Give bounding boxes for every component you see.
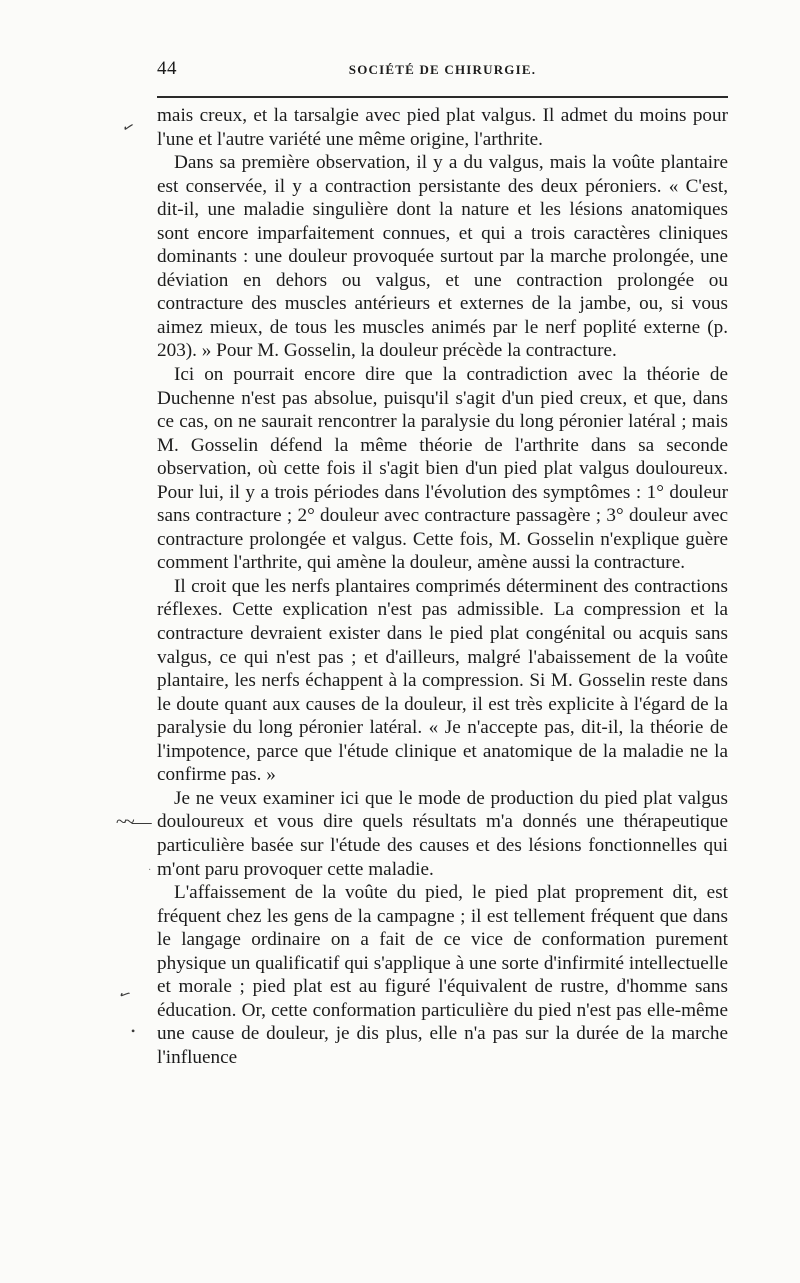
margin-dash-mark: ~~—	[116, 811, 149, 833]
margin-check-mark: ✓	[119, 119, 137, 138]
paragraph: mais creux, et la tarsalgie avec pied plat valgus. Il admet du moins pour l'une et l'autre variété une même origine, l'arthrite.	[157, 105, 728, 150]
page-header	[157, 58, 728, 86]
paragraph: L'affaissement de la voûte du pied, le pied plat proprement dit, est fréquent chez les gens de la campagne ; il est tellement fréquent que dans le langage ordinaire on a fait de ce vice de conformation purement physique un qualificatif qui s'applique à une sorte d'infirmité intellectuelle et morale ; pied plat est au figuré l'équivalent de rustre, d'homme sans éducation. Or, cette conformation particulière du pied n'est pas elle-même une cause de douleur, je dis plus, elle n'a pas sur la durée de la marche l'influence	[157, 882, 728, 1068]
page-number: 44	[157, 58, 177, 79]
header-rule	[157, 96, 728, 98]
margin-dot-mark: •	[131, 1024, 136, 1038]
paragraph: Il croit que les nerfs plantaires comprimés déterminent des contractions réflexes. Cette explication n'est pas admissible. La compression et la contracture devraient exister dans le pied plat congénital ou acquis sans valgus, ce qui n'est pas ; et d'ailleurs, malgré l'abaissement de la voûte plantaire, les nerfs échappent à la compression. Si M. Gosselin reste dans le doute quant aux causes de la douleur, il est très explicite à l'égard de la paralysie du long péronier latéral. « Je n'accepte pas, dit-il, la théorie de l'impotence, parce que l'étude clinique et anatomique de la maladie ne la confirme pas. »	[157, 575, 728, 786]
paragraph: Ici on pourrait encore dire que la contradiction avec la théorie de Duchenne n'est pas absolue, puisqu'il s'agit d'un pied creux, et que, dans ce cas, on ne saurait rencontrer la paralysie du long péronier latéral ; mais M. Gosselin défend la même théorie de l'arthrite dans sa seconde observation, où cette fois il s'agit bien d'un pied plat valgus douloureux. Pour lui, il y a trois périodes dans l'évolution des symptômes : 1° douleur sans contracture ; 2° douleur avec contracture passagère ; 3° douleur avec contracture prolongée et valgus. Cette fois, M. Gosselin n'explique guère comment l'arthrite, qui amène la douleur, amène aussi la contracture.	[157, 364, 728, 574]
margin-dot-mark: ·	[148, 865, 152, 876]
body-text	[157, 104, 728, 1069]
running-head: SOCIÉTÉ DE CHIRURGIE.	[348, 62, 537, 77]
paragraph: Dans sa première observation, il y a du valgus, mais la voûte plantaire est conservée, il y a contraction persistante des deux péroniers. « C'est, dit-il, une maladie singulière dont la nature et les lésions anatomiques sont encore imparfaitement connues, et qui a trois caractères cliniques dominants : une douleur provoquée surtout par la marche prolongée, une déviation en dehors ou valgus, et une contraction prolongée ou contracture des muscles antérieurs et externes de la jambe, ou, si vous aimez mieux, de tous les muscles animés par le nerf poplité externe (p. 203). » Pour M. Gosselin, la douleur précède la contracture.	[157, 152, 728, 362]
paragraph: Je ne veux examiner ici que le mode de production du pied plat valgus douloureux et vous dire quels résultats m'a donnés une thérapeutique particulière basée sur l'étude des causes et des lésions fonctionnelles qui m'ont paru provoquer cette maladie.	[157, 787, 728, 880]
margin-check-mark: ✓	[115, 986, 134, 1006]
